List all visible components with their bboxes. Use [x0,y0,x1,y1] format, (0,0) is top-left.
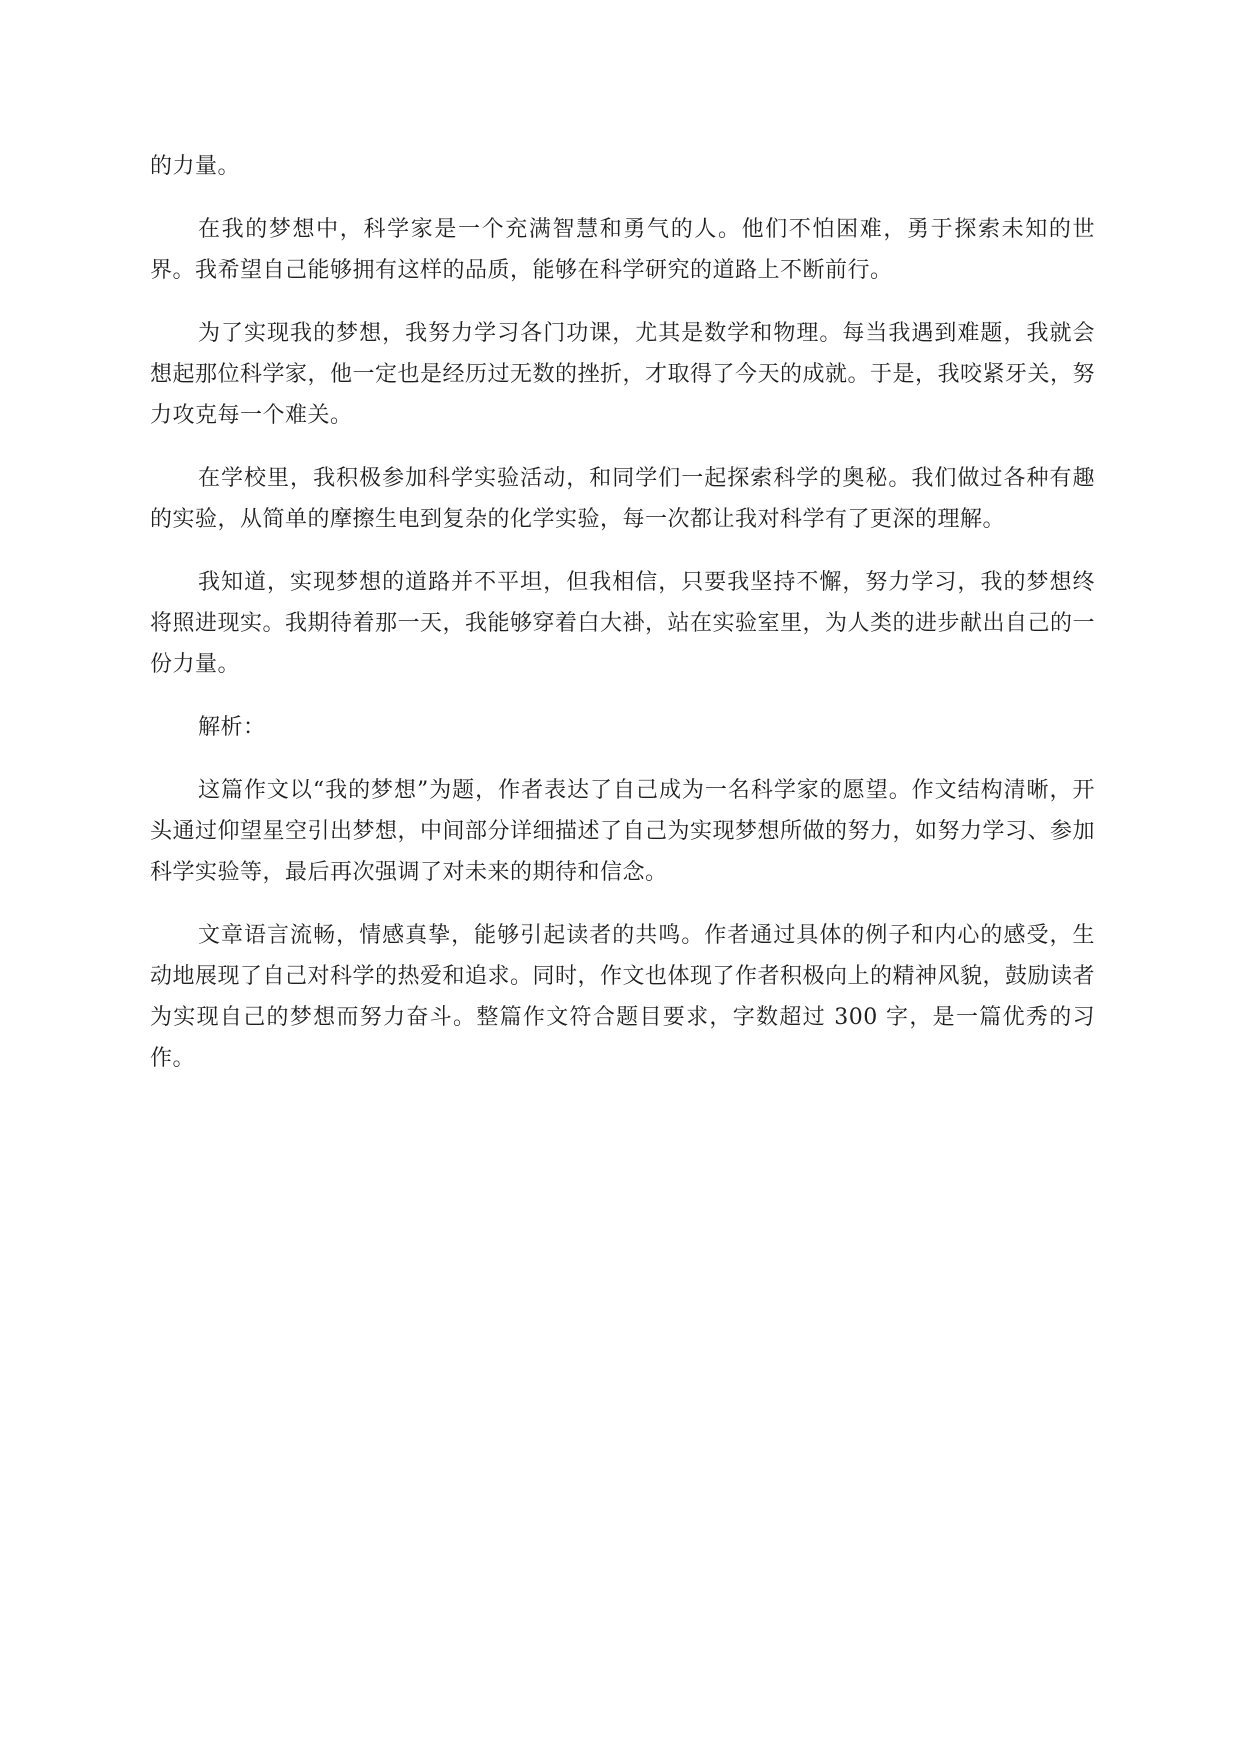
paragraph-1: 的力量。 [150,154,241,179]
paragraph-5: 我知道，实现梦想的道路并不平坦，但我相信，只要我坚持不懈，努力学习，我的梦想终将照进现实。我期待着那一天，我能够穿着白大褂，站在实验室里，为人类的进步献出自己的一份力量。 [150,570,1096,677]
document-body [150,146,1095,1079]
paragraph-3: 为了实现我的梦想，我努力学习各门功课，尤其是数学和物理。每当我遇到难题，我就会想起那位科学家，他一定也是经历过无数的挫折，才取得了今天的成就。于是，我咬紧牙关，努力攻克每一个难关。 [150,321,1096,428]
paragraph-4: 在学校里，我积极参加科学实验活动，和同学们一起探索科学的奥秘。我们做过各种有趣的实验，从简单的摩擦生电到复杂的化学实验，每一次都让我对科学有了更深的理解。 [150,466,1095,532]
analysis-paragraph-1: 这篇作文以“我的梦想”为题，作者表达了自己成为一名科学家的愿望。作文结构清晰，开头通过仰望星空引出梦想，中间部分详细描述了自己为实现梦想所做的努力，如努力学习、参加科学实验等，最后再次强调了对未来的期待和信念。 [150,778,1096,885]
paragraph-2: 在我的梦想中，科学家是一个充满智慧和勇气的人。他们不怕困难，勇于探索未知的世界。我希望自己能够拥有这样的品质，能够在科学研究的道路上不断前行。 [150,217,1095,283]
analysis-heading: 解析： [198,715,266,740]
analysis-paragraph-2: 文章语言流畅，情感真挚，能够引起读者的共鸣。作者通过具体的例子和内心的感受，生动地展现了自己对科学的热爱和追求。同时，作文也体现了作者积极向上的精神风貌，鼓励读者为实现自己的梦想而努力奋斗。整篇作文符合题目要求，字数超过 300 字，是一篇优秀的习作。 [150,923,1096,1071]
